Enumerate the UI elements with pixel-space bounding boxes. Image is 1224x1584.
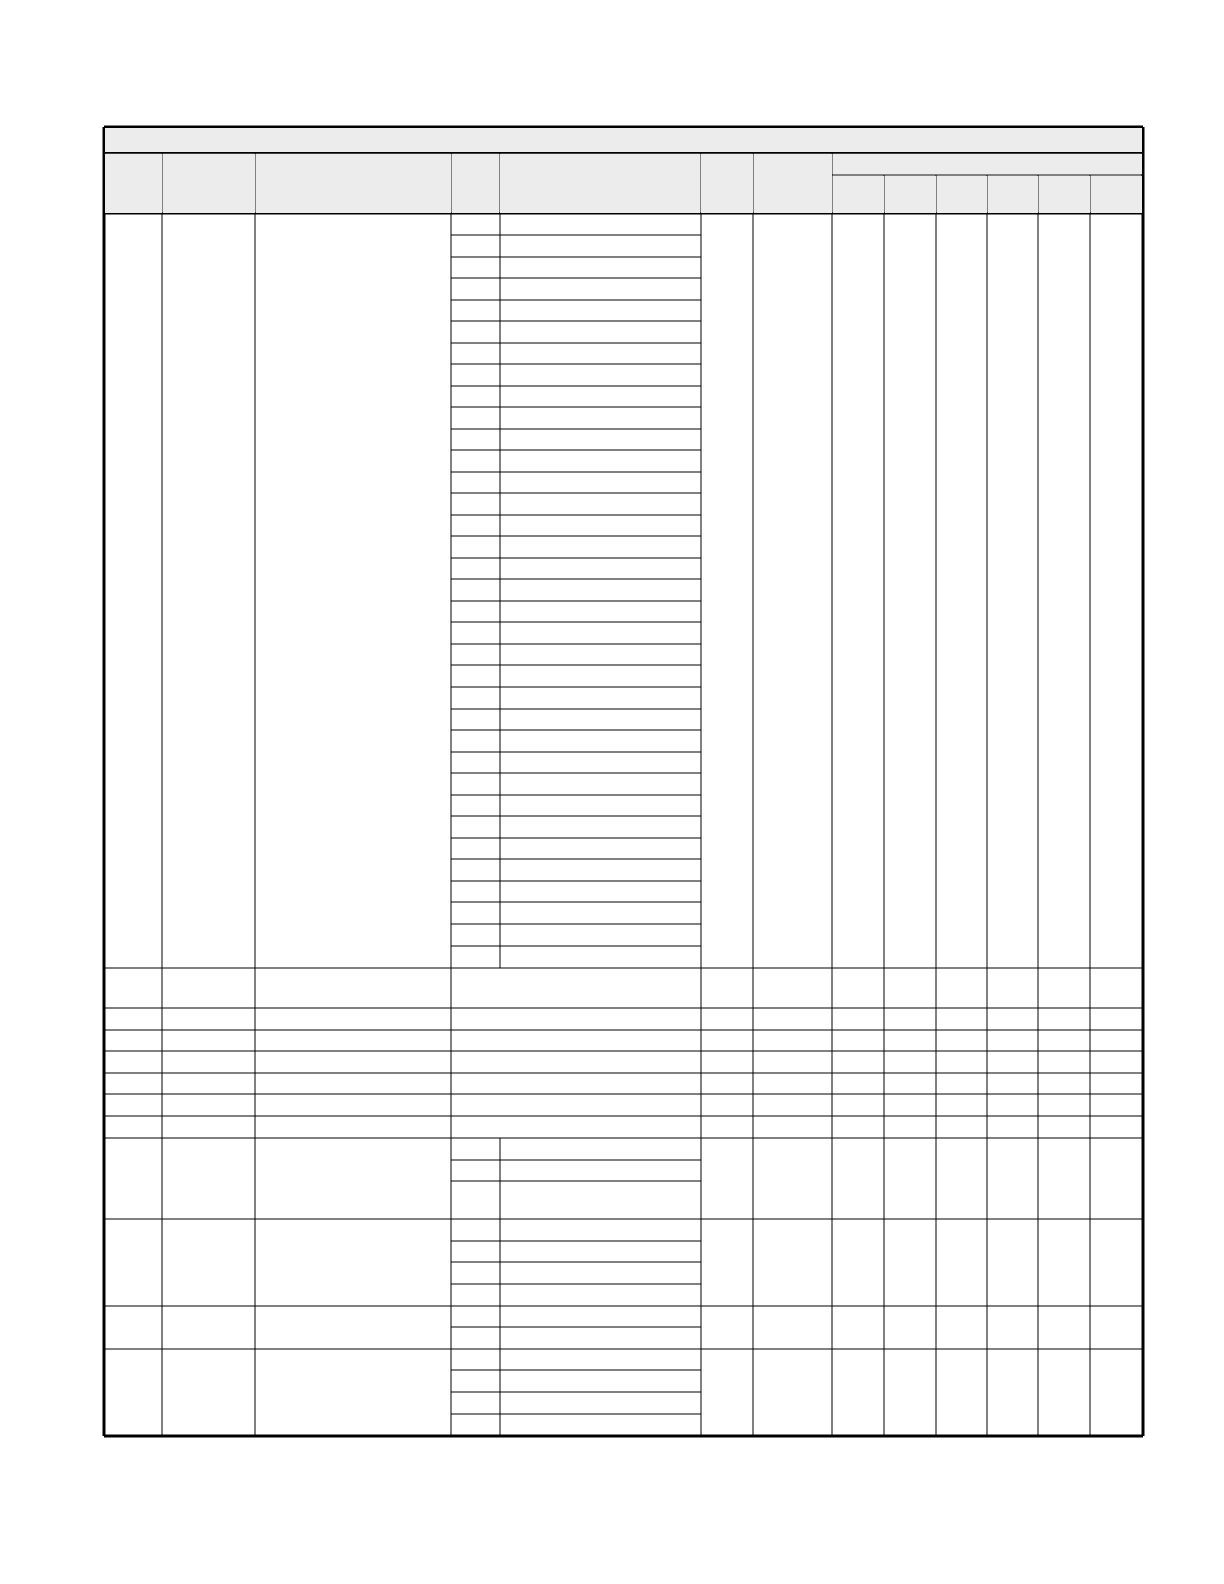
- sub-column-header-2: [885, 176, 936, 213]
- sub-column-header-4: [988, 176, 1038, 213]
- sub-column-header-1: [833, 176, 884, 213]
- table-title: [105, 128, 1142, 152]
- column-header-7: [754, 154, 832, 213]
- column-header-3: [256, 154, 451, 213]
- column-header-4: [452, 154, 499, 213]
- sub-column-header-6: [1091, 176, 1142, 213]
- column-header-6: [701, 154, 753, 213]
- column-header-2: [163, 154, 255, 213]
- sub-column-header-3: [937, 176, 987, 213]
- column-header-5: [500, 154, 700, 213]
- group-header: [833, 154, 1142, 174]
- column-header-1: [105, 154, 162, 213]
- sub-column-header-5: [1039, 176, 1090, 213]
